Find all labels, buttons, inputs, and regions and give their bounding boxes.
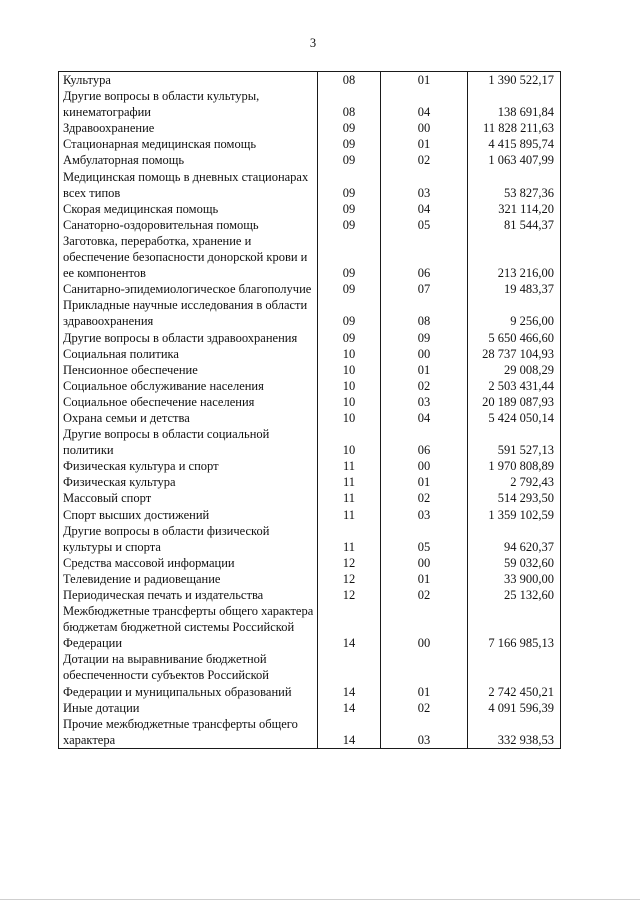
- row-name: Скорая медицинская помощь: [63, 201, 219, 216]
- row-amount: 5 424 050,14: [488, 410, 554, 425]
- row-section-code-cell: [318, 281, 381, 297]
- row-section-code: 12: [342, 555, 356, 570]
- row-subsection-code-cell: [381, 120, 468, 136]
- row-subsection-code: 00: [417, 459, 431, 474]
- table-row: [59, 410, 560, 426]
- row-subsection-code: 00: [417, 555, 431, 570]
- table-row: [59, 330, 560, 346]
- table-row: [59, 152, 560, 168]
- row-name: Другие вопросы в области здравоохранения: [63, 330, 298, 345]
- row-section-code: 10: [342, 410, 356, 425]
- row-subsection-code-cell: [381, 410, 468, 426]
- row-subsection-code-cell: [381, 169, 468, 201]
- row-amount: 20 189 087,93: [482, 394, 554, 409]
- row-name-cell: [59, 474, 318, 490]
- row-section-code-cell: [318, 490, 381, 506]
- table-row: [59, 169, 560, 201]
- row-amount-cell: [468, 88, 560, 120]
- row-name-cell: [59, 716, 318, 748]
- row-name-cell: [59, 136, 318, 152]
- row-name: Спорт высших достижений: [63, 507, 210, 522]
- row-section-code: 10: [342, 346, 356, 361]
- table-row: [59, 458, 560, 474]
- row-section-code: 11: [342, 539, 356, 554]
- row-section-code-cell: [318, 136, 381, 152]
- row-section-code: 14: [342, 700, 356, 715]
- row-name-cell: [59, 426, 318, 458]
- row-subsection-code-cell: [381, 233, 468, 281]
- row-name-cell: [59, 700, 318, 716]
- row-subsection-code: 01: [417, 684, 431, 699]
- row-amount-cell: [468, 330, 560, 346]
- row-section-code-cell: [318, 651, 381, 699]
- table-row: [59, 474, 560, 490]
- row-subsection-code-cell: [381, 474, 468, 490]
- row-name-cell: [59, 571, 318, 587]
- row-amount: 4 091 596,39: [488, 700, 554, 715]
- page-number: 3: [309, 36, 317, 50]
- row-name-cell: [59, 281, 318, 297]
- row-amount: 25 132,60: [504, 588, 554, 602]
- row-name: Телевидение и радиовещание: [63, 571, 221, 586]
- row-subsection-code-cell: [381, 362, 468, 378]
- table-row: [59, 700, 560, 716]
- row-section-code: 14: [342, 636, 356, 651]
- row-section-code-cell: [318, 362, 381, 378]
- row-subsection-code-cell: [381, 716, 468, 748]
- row-name-cell: [59, 362, 318, 378]
- row-section-code: 10: [342, 394, 356, 409]
- row-subsection-code: 04: [417, 410, 431, 425]
- row-subsection-code: 08: [417, 314, 431, 329]
- row-name-cell: [59, 555, 318, 571]
- row-subsection-code-cell: [381, 330, 468, 346]
- row-name: Межбюджетные трансферты общего характера бюджетам бюджетной системы Российской Федерации: [63, 604, 314, 651]
- row-amount-cell: [468, 217, 560, 233]
- row-amount-cell: [468, 571, 560, 587]
- row-subsection-code-cell: [381, 490, 468, 506]
- row-subsection-code: 00: [417, 121, 431, 136]
- row-name-cell: [59, 651, 318, 699]
- row-subsection-code: 01: [417, 362, 431, 377]
- row-amount: 514 293,50: [497, 491, 554, 506]
- row-section-code-cell: [318, 120, 381, 136]
- row-name-cell: [59, 120, 318, 136]
- row-section-code-cell: [318, 152, 381, 168]
- row-name: Другие вопросы в области социальной политики: [63, 427, 270, 458]
- row-section-code: 11: [342, 507, 356, 522]
- row-subsection-code: 05: [417, 217, 431, 232]
- row-section-code-cell: [318, 169, 381, 201]
- table-row: [59, 651, 560, 699]
- row-subsection-code: 06: [417, 443, 431, 458]
- row-subsection-code: 00: [417, 346, 431, 361]
- row-subsection-code-cell: [381, 555, 468, 571]
- row-amount: 33 900,00: [504, 571, 554, 586]
- row-name-cell: [59, 330, 318, 346]
- row-subsection-code-cell: [381, 571, 468, 587]
- row-name: Медицинская помощь в дневных стационарах всех типов: [63, 169, 309, 200]
- row-name-cell: [59, 410, 318, 426]
- row-name: Периодическая печать и издательства: [63, 588, 264, 602]
- row-name-cell: [59, 297, 318, 329]
- row-subsection-code-cell: [381, 523, 468, 555]
- row-amount: 321 114,20: [498, 201, 554, 216]
- row-subsection-code-cell: [381, 700, 468, 716]
- row-subsection-code: 03: [417, 185, 431, 200]
- row-amount: 7 166 985,13: [488, 636, 554, 651]
- row-name-cell: [59, 458, 318, 474]
- row-subsection-code: 03: [417, 394, 431, 409]
- row-section-code: 11: [342, 459, 356, 474]
- row-subsection-code-cell: [381, 587, 468, 603]
- row-subsection-code-cell: [381, 378, 468, 394]
- row-section-code: 09: [342, 330, 356, 345]
- row-amount-cell: [468, 201, 560, 217]
- row-name-cell: [59, 603, 318, 651]
- row-amount-cell: [468, 603, 560, 651]
- row-amount: 9 256,00: [510, 314, 554, 329]
- row-name: Социальное обеспечение населения: [63, 394, 255, 409]
- row-amount: 1 063 407,99: [488, 153, 554, 168]
- page-bottom-edge: [0, 899, 640, 900]
- row-section-code-cell: [318, 330, 381, 346]
- table-row: [59, 394, 560, 410]
- row-section-code: 09: [342, 282, 356, 297]
- row-name-cell: [59, 72, 318, 88]
- table-row: [59, 120, 560, 136]
- row-section-code-cell: [318, 426, 381, 458]
- row-subsection-code-cell: [381, 603, 468, 651]
- row-section-code: 09: [342, 201, 356, 216]
- row-subsection-code-cell: [381, 346, 468, 362]
- row-subsection-code: 02: [417, 588, 431, 602]
- row-section-code: 08: [342, 105, 356, 120]
- row-amount-cell: [468, 362, 560, 378]
- row-subsection-code-cell: [381, 281, 468, 297]
- row-subsection-code: 01: [417, 475, 431, 490]
- row-name-cell: [59, 346, 318, 362]
- row-amount-cell: [468, 555, 560, 571]
- row-amount-cell: [468, 523, 560, 555]
- row-section-code-cell: [318, 201, 381, 217]
- row-name: Другие вопросы в области физической культуры и спорта: [63, 523, 270, 554]
- row-subsection-code-cell: [381, 458, 468, 474]
- row-amount-cell: [468, 297, 560, 329]
- row-subsection-code: 02: [417, 491, 431, 506]
- table-row: [59, 346, 560, 362]
- row-subsection-code-cell: [381, 136, 468, 152]
- row-amount: 81 544,37: [504, 217, 554, 232]
- row-section-code-cell: [318, 233, 381, 281]
- row-name-cell: [59, 394, 318, 410]
- row-amount-cell: [468, 716, 560, 748]
- row-subsection-code-cell: [381, 394, 468, 410]
- row-section-code: 09: [342, 185, 356, 200]
- row-name: Другие вопросы в области культуры, кинематографии: [63, 89, 260, 120]
- row-subsection-code: 04: [417, 201, 431, 216]
- table-row: [59, 507, 560, 523]
- row-amount-cell: [468, 474, 560, 490]
- row-amount: 53 827,36: [504, 185, 554, 200]
- table-row: [59, 490, 560, 506]
- table-row: [59, 201, 560, 217]
- table-row: [59, 571, 560, 587]
- row-name: Культура: [63, 73, 111, 87]
- row-name-cell: [59, 507, 318, 523]
- row-subsection-code: 02: [417, 700, 431, 715]
- row-amount: 1 390 522,17: [488, 73, 554, 87]
- row-amount: 59 032,60: [504, 555, 554, 570]
- row-section-code-cell: [318, 474, 381, 490]
- row-section-code-cell: [318, 72, 381, 88]
- row-name-cell: [59, 201, 318, 217]
- row-section-code: 10: [342, 362, 356, 377]
- row-section-code: 09: [342, 266, 356, 281]
- row-name: Прочие межбюджетные трансферты общего характера: [63, 716, 298, 747]
- table-row: [59, 603, 560, 651]
- row-name: Иные дотации: [63, 700, 140, 715]
- row-amount: 2 503 431,44: [488, 378, 554, 393]
- row-amount-cell: [468, 378, 560, 394]
- row-section-code-cell: [318, 458, 381, 474]
- row-amount-cell: [468, 587, 560, 603]
- row-amount-cell: [468, 394, 560, 410]
- row-amount-cell: [468, 152, 560, 168]
- row-amount: 29 008,29: [504, 362, 554, 377]
- budget-table: [58, 71, 561, 749]
- row-amount-cell: [468, 346, 560, 362]
- row-section-code-cell: [318, 555, 381, 571]
- row-name: Стационарная медицинская помощь: [63, 137, 257, 152]
- row-amount-cell: [468, 120, 560, 136]
- row-amount-cell: [468, 169, 560, 201]
- row-amount: 11 828 211,63: [483, 121, 554, 136]
- table-row: [59, 362, 560, 378]
- row-subsection-code-cell: [381, 217, 468, 233]
- row-name-cell: [59, 587, 318, 603]
- row-section-code: 11: [342, 491, 356, 506]
- row-subsection-code-cell: [381, 507, 468, 523]
- row-name-cell: [59, 233, 318, 281]
- row-amount: 2 792,43: [510, 475, 554, 490]
- row-amount-cell: [468, 136, 560, 152]
- row-section-code-cell: [318, 297, 381, 329]
- row-section-code: 12: [342, 588, 356, 602]
- row-subsection-code: 03: [417, 732, 431, 747]
- row-amount-cell: [468, 700, 560, 716]
- table-row: [59, 587, 560, 603]
- table-row: [59, 555, 560, 571]
- row-section-code-cell: [318, 603, 381, 651]
- row-section-code-cell: [318, 571, 381, 587]
- row-section-code-cell: [318, 587, 381, 603]
- row-name: Физическая культура: [63, 475, 176, 490]
- row-name: Средства массовой информации: [63, 555, 235, 570]
- row-subsection-code: 01: [417, 73, 431, 87]
- row-amount: 94 620,37: [504, 539, 554, 554]
- row-amount: 19 483,37: [504, 282, 554, 297]
- row-section-code-cell: [318, 507, 381, 523]
- row-name-cell: [59, 152, 318, 168]
- row-subsection-code-cell: [381, 88, 468, 120]
- row-name: Массовый спорт: [63, 491, 152, 506]
- row-name: Амбулаторная помощь: [63, 153, 185, 168]
- row-amount: 2 742 450,21: [488, 684, 554, 699]
- row-name-cell: [59, 378, 318, 394]
- row-name: Пенсионное обеспечение: [63, 362, 198, 377]
- row-section-code: 12: [342, 571, 356, 586]
- row-section-code-cell: [318, 523, 381, 555]
- row-section-code: 14: [342, 684, 356, 699]
- row-subsection-code-cell: [381, 152, 468, 168]
- row-subsection-code: 01: [417, 571, 431, 586]
- row-section-code-cell: [318, 410, 381, 426]
- row-subsection-code-cell: [381, 72, 468, 88]
- row-subsection-code: 03: [417, 507, 431, 522]
- row-amount-cell: [468, 651, 560, 699]
- row-amount: 4 415 895,74: [488, 137, 554, 152]
- row-name: Прикладные научные исследования в области здравоохранения: [63, 298, 308, 329]
- row-subsection-code-cell: [381, 297, 468, 329]
- row-subsection-code: 05: [417, 539, 431, 554]
- row-section-code: 11: [342, 475, 356, 490]
- row-amount-cell: [468, 458, 560, 474]
- row-name-cell: [59, 217, 318, 233]
- row-section-code-cell: [318, 88, 381, 120]
- row-section-code-cell: [318, 346, 381, 362]
- row-amount: 138 691,84: [497, 105, 554, 120]
- table-row: [59, 88, 560, 120]
- row-name: Санитарно-эпидемиологическое благополучие: [63, 282, 312, 297]
- table-row: [59, 378, 560, 394]
- row-name: Социальная политика: [63, 346, 179, 361]
- row-subsection-code: 00: [417, 636, 431, 651]
- row-amount: 28 737 104,93: [482, 346, 554, 361]
- table-row: [59, 297, 560, 329]
- row-section-code: 14: [342, 732, 356, 747]
- row-amount: 213 216,00: [497, 266, 554, 281]
- row-section-code-cell: [318, 716, 381, 748]
- row-subsection-code-cell: [381, 426, 468, 458]
- row-name: Дотации на выравнивание бюджетной обеспеченности субъектов Российской Федерации и муниципальных образований: [63, 652, 292, 699]
- row-amount-cell: [468, 72, 560, 88]
- table-row: [59, 716, 560, 749]
- row-section-code: 09: [342, 217, 356, 232]
- table-row: [59, 523, 560, 555]
- table-row: [59, 217, 560, 233]
- row-amount-cell: [468, 233, 560, 281]
- row-amount: 591 527,13: [497, 443, 554, 458]
- row-name: Охрана семьи и детства: [63, 410, 190, 425]
- row-amount: 5 650 466,60: [488, 330, 554, 345]
- row-subsection-code: 01: [417, 137, 431, 152]
- row-name: Здравоохранение: [63, 121, 155, 136]
- table-row: [59, 281, 560, 297]
- row-amount: 1 970 808,89: [488, 459, 554, 474]
- table-row: [59, 136, 560, 152]
- row-name: Физическая культура и спорт: [63, 459, 219, 474]
- row-subsection-code: 02: [417, 378, 431, 393]
- row-subsection-code-cell: [381, 201, 468, 217]
- row-section-code-cell: [318, 217, 381, 233]
- row-section-code-cell: [318, 700, 381, 716]
- row-amount-cell: [468, 490, 560, 506]
- row-amount-cell: [468, 507, 560, 523]
- row-section-code: 09: [342, 137, 356, 152]
- row-name-cell: [59, 490, 318, 506]
- row-amount-cell: [468, 281, 560, 297]
- row-name: Социальное обслуживание населения: [63, 378, 264, 393]
- row-amount-cell: [468, 410, 560, 426]
- row-amount-cell: [468, 426, 560, 458]
- table-row: [59, 233, 560, 281]
- table-row: [59, 426, 560, 458]
- row-section-code: 10: [342, 378, 356, 393]
- table-row: [59, 72, 560, 88]
- row-name-cell: [59, 169, 318, 201]
- row-name-cell: [59, 88, 318, 120]
- row-section-code: 09: [342, 153, 356, 168]
- row-section-code: 08: [342, 73, 356, 87]
- row-section-code-cell: [318, 378, 381, 394]
- row-section-code: 09: [342, 314, 356, 329]
- row-subsection-code-cell: [381, 651, 468, 699]
- row-name-cell: [59, 523, 318, 555]
- row-name: Санаторно-оздоровительная помощь: [63, 217, 259, 232]
- row-subsection-code: 09: [417, 330, 431, 345]
- row-section-code-cell: [318, 394, 381, 410]
- row-amount: 332 938,53: [497, 732, 554, 747]
- row-subsection-code: 02: [417, 153, 431, 168]
- row-subsection-code: 07: [417, 282, 431, 297]
- row-amount: 1 359 102,59: [488, 507, 554, 522]
- row-name: Заготовка, переработка, хранение и обеспечение безопасности донорской крови и ее компонентов: [63, 233, 308, 281]
- row-section-code: 09: [342, 121, 356, 136]
- row-section-code: 10: [342, 443, 356, 458]
- row-subsection-code: 06: [417, 266, 431, 281]
- row-subsection-code: 04: [417, 105, 431, 120]
